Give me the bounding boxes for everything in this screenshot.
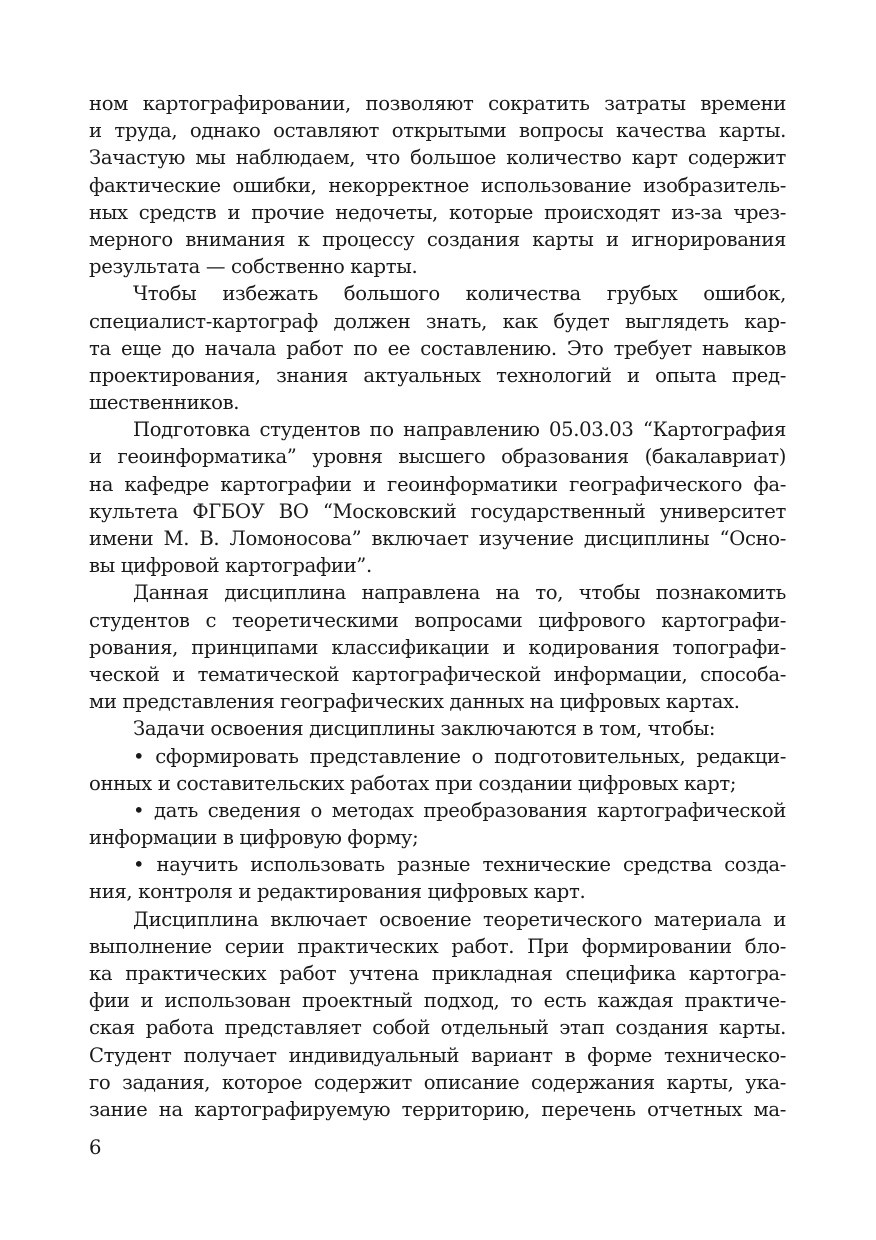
text-line: • сформировать представление о подготовительных, редакци- xyxy=(133,744,786,768)
text-line: фактические ошибки, некорректное использование изобразитель- xyxy=(89,173,786,197)
text-line: рования, принципами классификации и кодирования топографи- xyxy=(89,635,786,659)
page-body xyxy=(89,90,786,1123)
paragraph xyxy=(89,906,786,1124)
text-line: ми представления географических данных на цифровых картах. xyxy=(89,690,740,714)
text-line: Зачастую мы наблюдаем, что большое количество карт содержит xyxy=(89,146,786,170)
paragraph xyxy=(89,90,786,280)
text-line: Студент получает индивидуальный вариант в форме техническо- xyxy=(89,1043,786,1067)
text-line: Задачи освоения дисциплины заключаются в том, чтобы: xyxy=(133,717,716,741)
paragraph xyxy=(89,715,786,742)
text-line: студентов с теоретическими вопросами цифрового картографи- xyxy=(89,608,786,632)
text-line: онных и составительских работах при создании цифровых карт; xyxy=(89,771,737,795)
text-line: ния, контроля и редактирования цифровых карт. xyxy=(89,880,586,904)
text-line: вы цифровой картографии”. xyxy=(89,554,372,578)
paragraph xyxy=(89,579,786,715)
paragraph xyxy=(89,797,786,851)
text-line: • дать сведения о методах преобразования картографической xyxy=(133,798,786,822)
text-line: и геоинформатика” уровня высшего образования (бакалавриат) xyxy=(89,445,786,469)
paragraph xyxy=(89,851,786,905)
text-line: го задания, которое содержит описание содержания карты, ука- xyxy=(89,1070,786,1094)
text-line: ская работа представляет собой отдельный этап создания карты. xyxy=(89,1016,786,1040)
text-line: выполнение серии практических работ. При формировании бло- xyxy=(89,934,786,958)
text-line: имени М. В. Ломоносова” включает изучение дисциплины “Осно- xyxy=(89,527,786,550)
text-line: на кафедре картографии и геоинформатики географического фа- xyxy=(89,472,786,496)
text-line: • научить использовать разные технические средства созда- xyxy=(133,853,786,877)
paragraph xyxy=(89,416,786,579)
text-line: культета ФГБОУ ВО “Московский государственный университет xyxy=(89,499,786,523)
text-line: та еще до начала работ по ее составлению. Это требует навыков xyxy=(89,336,786,360)
text-line: Подготовка студентов по направлению 05.03.03 “Картография xyxy=(133,418,786,442)
text-line: и труда, однако оставляют открытыми вопросы качества карты. xyxy=(89,119,786,143)
text-line: специалист-картограф должен знать, как будет выглядеть кар- xyxy=(89,309,786,333)
text-line: ном картографировании, позволяют сократить затраты времени xyxy=(89,92,786,115)
paragraph xyxy=(89,280,786,416)
text-line: зание на картографируемую территорию, перечень отчетных ма- xyxy=(89,1097,786,1121)
text-line: мерного внимания к процессу создания карты и игнорирования xyxy=(89,227,786,251)
text-line: шественников. xyxy=(89,391,240,415)
text-line: ка практических работ учтена прикладная специфика картогра- xyxy=(89,962,786,985)
text-line: ческой и тематической картографической информации, способа- xyxy=(89,662,786,686)
page-number: 6 xyxy=(89,1136,102,1159)
text-line: проектирования, знания актуальных технологий и опыта пред- xyxy=(89,363,786,387)
text-line: ных средств и прочие недочеты, которые происходят из-за чрез- xyxy=(89,200,786,224)
text-line: информации в цифровую форму; xyxy=(89,826,419,850)
text-line: Дисциплина включает освоение теоретического материала и xyxy=(133,907,786,931)
paragraph xyxy=(89,743,786,797)
text-line: Чтобы избежать большого количества грубых ошибок, xyxy=(133,282,786,306)
text-line: результата — собственно карты. xyxy=(89,255,418,279)
text-line: Данная дисциплина направлена на то, чтобы познакомить xyxy=(133,581,786,605)
text-line: фии и использован проектный подход, то есть каждая практиче- xyxy=(89,989,786,1013)
